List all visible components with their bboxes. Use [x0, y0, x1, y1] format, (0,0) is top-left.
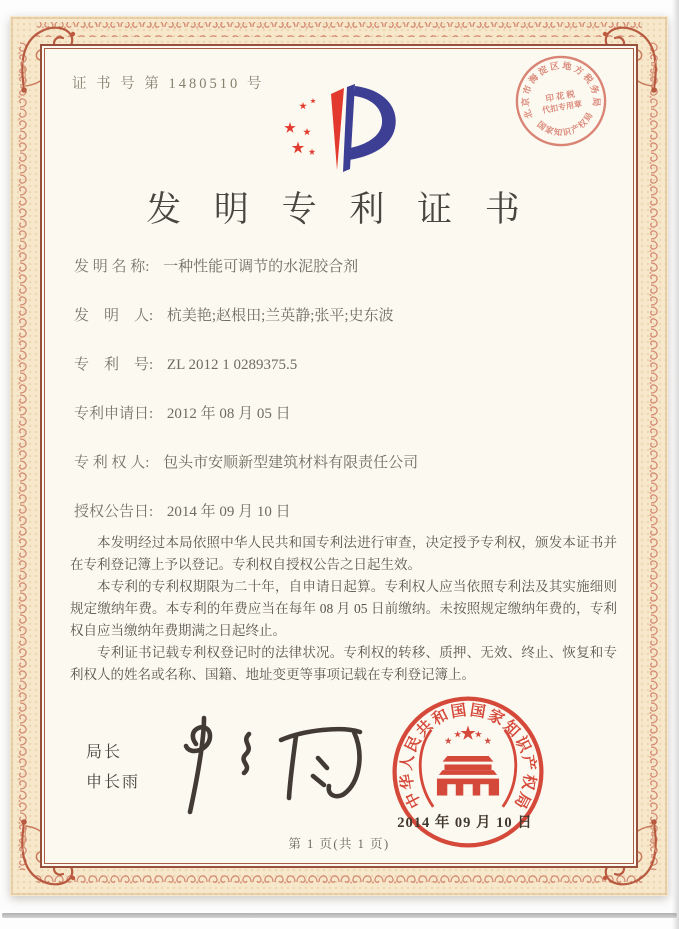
certificate-panel — [40, 44, 638, 868]
field-label: 专利申请日: — [74, 406, 154, 422]
field-list — [74, 256, 608, 523]
photo-edge-shadow — [672, 0, 679, 929]
legal-text — [70, 532, 617, 686]
national-emblem-icon — [420, 725, 516, 806]
signer-title: 局长 — [86, 744, 123, 761]
page-number: 第 1 页(共 1 页) — [288, 837, 390, 851]
tax-stamp-line2: 代扣专用章 — [541, 99, 583, 116]
certificate-number: 证 书 号 第 1480510 号 — [72, 76, 265, 92]
legal-paragraph: 本专利的专利权期限为二十年，自申请日起算。专利权人应当依照专利法及其实施细则规定缴纳年费。本专利的年费应当在每年 08 月 05 日前缴纳。未按照规定缴纳年费的，专利权自应当缴纳年费期满之日起终止。 — [70, 579, 617, 638]
field-filing-date — [74, 403, 608, 425]
field-label: 发 明 人: — [74, 308, 154, 324]
signer-block — [86, 738, 140, 798]
table-edge-shadow — [2, 913, 677, 918]
stamp-duty-seal-icon — [512, 52, 610, 150]
field-label: 发 明 名 称: — [74, 259, 150, 275]
field-grant-date — [74, 501, 608, 523]
tax-stamp-arc-top: 北京市海淀区地方税务局 — [520, 60, 602, 121]
signer-name: 申长雨 — [86, 774, 141, 791]
field-value: 2014 年 09 月 10 日 — [166, 504, 291, 520]
legal-paragraph: 专利证书记载专利权登记时的法律状况。专利权的转移、质押、无效、终止、恢复和专利权人的姓名或名称、国籍、地址变更等事项记载在专利登记簿上。 — [70, 645, 617, 682]
field-value: ZL 2012 1 0289375.5 — [166, 357, 298, 373]
official-seal — [388, 692, 548, 852]
field-label: 专 利 权 人: — [74, 455, 150, 471]
tax-stamp-arc-bottom: 国家知识产权局 — [535, 110, 595, 138]
field-patentee — [74, 452, 608, 474]
field-inventors — [74, 305, 608, 327]
cnipa-p-logo-icon — [277, 80, 413, 184]
field-label: 授权公告日: — [74, 504, 154, 520]
field-invention-title — [74, 256, 608, 278]
tax-stamp-line1: 印 花 税 — [544, 88, 576, 104]
seal-date: 2014 年 09 月 10 日 — [397, 815, 533, 831]
field-value: 杭美艳;赵根田;兰英静;张平;史东波 — [166, 308, 394, 324]
field-label: 专 利 号: — [74, 357, 154, 373]
field-value: 一种性能可调节的水泥胶合剂 — [163, 259, 359, 275]
certificate-title: 发 明 专 利 证 书 — [146, 190, 532, 229]
handwritten-signature-icon — [146, 710, 386, 822]
field-value: 包头市安顺新型建筑材料有限责任公司 — [163, 455, 419, 471]
certificate-sheet — [10, 16, 668, 896]
field-value: 2012 年 08 月 05 日 — [166, 406, 291, 422]
seal-ring-text: 中华人民共和国国家知识产权局 — [398, 702, 538, 812]
legal-paragraph: 本发明经过本局依照中华人民共和国专利法进行审查，决定授予专利权，颁发本证书并在专利登记簿上予以登记。专利权自授权公告之日起生效。 — [70, 535, 617, 572]
field-patent-number — [74, 354, 608, 376]
